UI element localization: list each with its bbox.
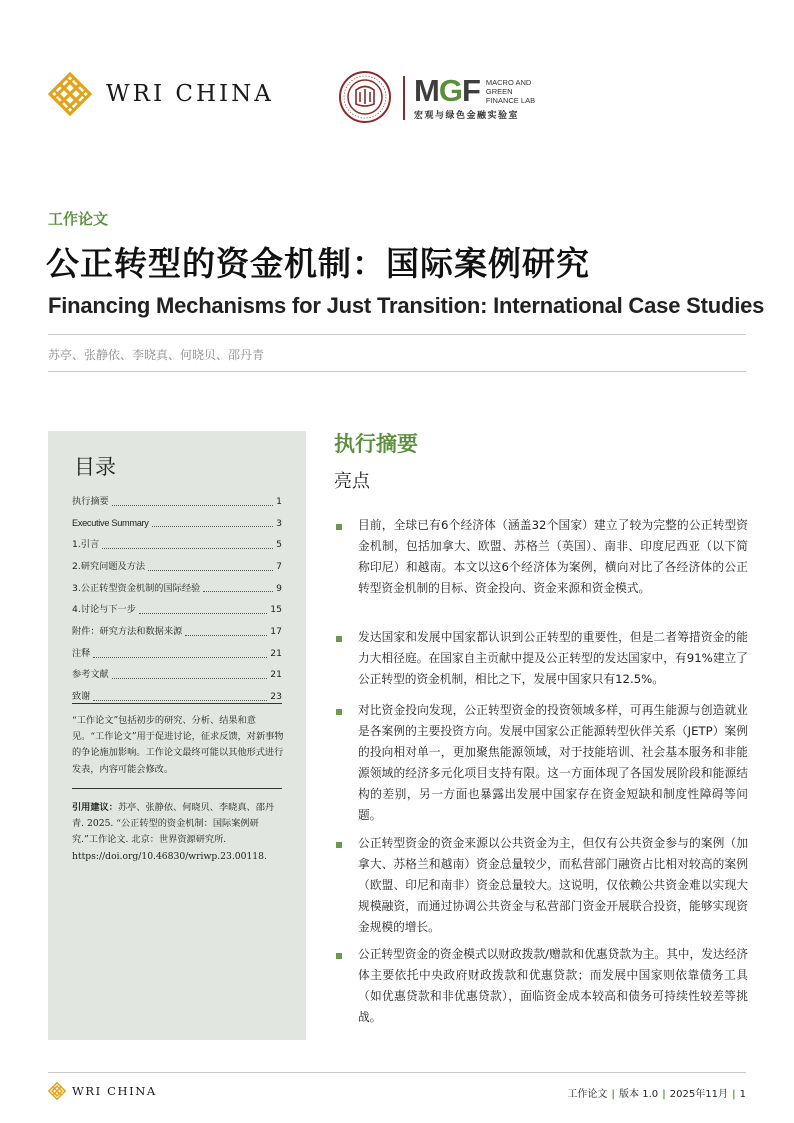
bullet-text: 公正转型资金的资金来源以公共资金为主，但仅有公共资金参与的案例（加拿大、苏格兰和越南）资金总量较少，而私营部门融资占比相对较高的案例（欧盟、印尼和南非）资金总量较大。这说明，仅依赖公共资金难以实现大规模融资，而通过协调公共资金与私营部门资金开展联合投资，能够实现资金规模的增长。 bbox=[358, 836, 748, 934]
toc-page: 21 bbox=[270, 647, 282, 659]
toc-item[interactable] bbox=[72, 513, 282, 535]
footer-page-number: 1 bbox=[739, 1089, 746, 1100]
toc-item[interactable] bbox=[72, 556, 282, 578]
title-divider bbox=[48, 334, 746, 335]
sidebar-divider bbox=[72, 703, 282, 704]
footer-doc-type: 工作论文 bbox=[567, 1089, 608, 1100]
toc-page: 21 bbox=[270, 669, 282, 681]
authors: 苏亭、张静依、李晓真、何晓贝、邵丹青 bbox=[48, 348, 265, 362]
toc-page: 1 bbox=[276, 495, 282, 507]
logo-divider bbox=[403, 76, 405, 120]
bullet-marker bbox=[336, 524, 342, 530]
bullet-marker bbox=[336, 953, 342, 959]
highlight-bullet bbox=[336, 944, 748, 1028]
toc-label: 2.研究问题及方法 bbox=[72, 561, 146, 573]
bullet-marker bbox=[336, 709, 342, 715]
toc-leader bbox=[93, 657, 267, 658]
toc-label: Executive Summary bbox=[72, 517, 149, 528]
bullet-marker bbox=[336, 636, 342, 642]
mgf-mark-text: MGF bbox=[414, 73, 480, 108]
document-type-label: 工作论文 bbox=[48, 210, 109, 228]
toc-label: 注释 bbox=[72, 647, 91, 659]
toc-label: 附件：研究方法和数据来源 bbox=[72, 626, 183, 638]
mgf-en-line: FINANCE LAB bbox=[485, 96, 536, 105]
executive-summary-heading: 执行摘要 bbox=[334, 432, 418, 456]
toc-page: 3 bbox=[276, 517, 282, 529]
toc-leader bbox=[102, 548, 273, 549]
footer-meta bbox=[567, 1085, 746, 1100]
sidebar-panel bbox=[48, 431, 306, 1040]
bullet-text: 发达国家和发展中国家都认识到公正转型的重要性，但是二者筹措资金的能力大相径庭。在国家自主贡献中提及公正转型的发达国家中，有91%建立了公正转型的资金机制，相比之下，发展中国家只有12.5%。 bbox=[358, 630, 748, 686]
footer-divider bbox=[48, 1072, 746, 1073]
citation-suggestion bbox=[72, 800, 284, 865]
toc-leader bbox=[203, 591, 273, 592]
toc-item[interactable] bbox=[72, 599, 282, 621]
toc-item[interactable] bbox=[72, 643, 282, 665]
bullet-text: 公正转型资金的资金模式以财政拨款/赠款和优惠贷款为主。其中，发达经济体主要依托中央政府财政拨款和优惠贷款；而发展中国家则依靠债务工具（如优惠贷款和非优惠贷款），面临资金成本较高和债务可持续性较差等挑战。 bbox=[358, 947, 748, 1024]
toc-leader bbox=[152, 526, 274, 527]
footer-separator: | bbox=[662, 1089, 666, 1100]
mgf-logo bbox=[414, 73, 536, 108]
table-of-contents bbox=[72, 491, 282, 708]
toc-leader bbox=[112, 505, 273, 506]
sidebar-divider bbox=[72, 788, 282, 789]
highlight-bullet bbox=[336, 627, 748, 690]
mgf-en-line: GREEN bbox=[485, 87, 513, 96]
toc-page: 15 bbox=[270, 604, 282, 616]
mgf-chinese-name: 宏观与绿色金融实验室 bbox=[414, 111, 520, 121]
toc-leader bbox=[148, 570, 273, 571]
mgf-english-name bbox=[486, 78, 535, 105]
toc-leader bbox=[93, 700, 267, 701]
toc-item[interactable] bbox=[72, 578, 282, 600]
toc-label: 执行摘要 bbox=[72, 495, 109, 507]
footer-wordmark: WRI CHINA bbox=[72, 1084, 157, 1098]
toc-item[interactable] bbox=[72, 686, 282, 708]
toc-item[interactable] bbox=[72, 491, 282, 513]
title-chinese: 公正转型的资金机制：国际案例研究 bbox=[46, 244, 590, 283]
toc-item[interactable] bbox=[72, 534, 282, 556]
footer-wri-logo bbox=[48, 1082, 157, 1100]
mgf-mark bbox=[414, 73, 480, 108]
toc-page: 23 bbox=[270, 691, 282, 703]
toc-leader bbox=[112, 678, 268, 679]
working-paper-note: “工作论文”包括初步的研究、分析、结果和意见。“工作论文”用于促进讨论，征求反馈，对新事物的争论施加影响。工作论文最终可能以其他形式进行发表，内容可能会修改。 bbox=[72, 715, 284, 775]
toc-item[interactable] bbox=[72, 621, 282, 643]
highlight-bullet bbox=[336, 700, 748, 826]
toc-label: 3.公正转型资金机制的国际经验 bbox=[72, 582, 201, 594]
citation-text: 苏亭、张静依、何晓贝、李晓真、邵丹青. 2025. “公正转型的资金机制：国际案例研究.”工作论文. 北京：世界资源研究所. https://doi.org/10.46830/wriwp.23.00118. bbox=[72, 802, 275, 862]
toc-page: 9 bbox=[276, 582, 282, 594]
highlights-heading: 亮点 bbox=[334, 471, 370, 492]
toc-title: 目录 bbox=[74, 455, 116, 479]
pku-seal-icon bbox=[338, 70, 392, 124]
footer-separator: | bbox=[611, 1089, 616, 1100]
bullet-marker bbox=[336, 842, 342, 848]
footer-separator: | bbox=[731, 1089, 736, 1100]
toc-leader bbox=[185, 635, 267, 636]
wri-wordmark: WRI CHINA bbox=[106, 81, 274, 107]
wri-knot-icon bbox=[48, 72, 92, 116]
toc-leader bbox=[139, 613, 267, 614]
toc-label: 参考文献 bbox=[72, 669, 109, 681]
footer-date: 2025年11月 bbox=[669, 1089, 728, 1100]
toc-page: 7 bbox=[276, 561, 282, 573]
wri-knot-icon bbox=[48, 1082, 66, 1100]
wri-china-logo bbox=[48, 72, 274, 116]
bullet-text: 目前，全球已有6个经济体（涵盖32个国家）建立了较为完整的公正转型资金机制，包括加拿大、欧盟、苏格兰（英国）、南非、印度尼西亚（以下简称印尼）和越南。本文以这6个经济体为案例，横向对比了各经济体的公正转型资金机制的目标、资金投向、资金来源和资金模式。 bbox=[358, 518, 748, 595]
mgf-en-line: MACRO AND bbox=[485, 78, 532, 87]
highlight-bullet bbox=[336, 515, 748, 599]
highlight-bullet bbox=[336, 833, 748, 938]
toc-page: 5 bbox=[276, 539, 282, 551]
toc-label: 4.讨论与下一步 bbox=[72, 604, 136, 616]
toc-item[interactable] bbox=[72, 665, 282, 687]
bullet-text: 对比资金投向发现，公正转型资金的投资领域多样，可再生能源与创造就业是各案例的主要投资方向。发展中国家公正能源转型伙伴关系（JETP）案例的投向相对单一，更加聚焦能源领域，对于技能培训、社会基本服务和非能源领域的经济多元化项目支持有限。这一方面体现了各国发展阶段和能源结构的差别，另一方面也暴露出发展中国家存在资金短缺和制度性障碍等问题。 bbox=[358, 703, 748, 822]
toc-label: 1.引言 bbox=[72, 539, 100, 551]
authors-divider bbox=[48, 371, 746, 372]
title-english: Financing Mechanisms for Just Transition: International Case Studies bbox=[48, 293, 765, 318]
toc-page: 17 bbox=[270, 626, 282, 638]
citation-label: 引用建议： bbox=[72, 802, 118, 813]
toc-label: 致谢 bbox=[72, 691, 91, 703]
footer-version: 版本 1.0 bbox=[619, 1089, 659, 1100]
